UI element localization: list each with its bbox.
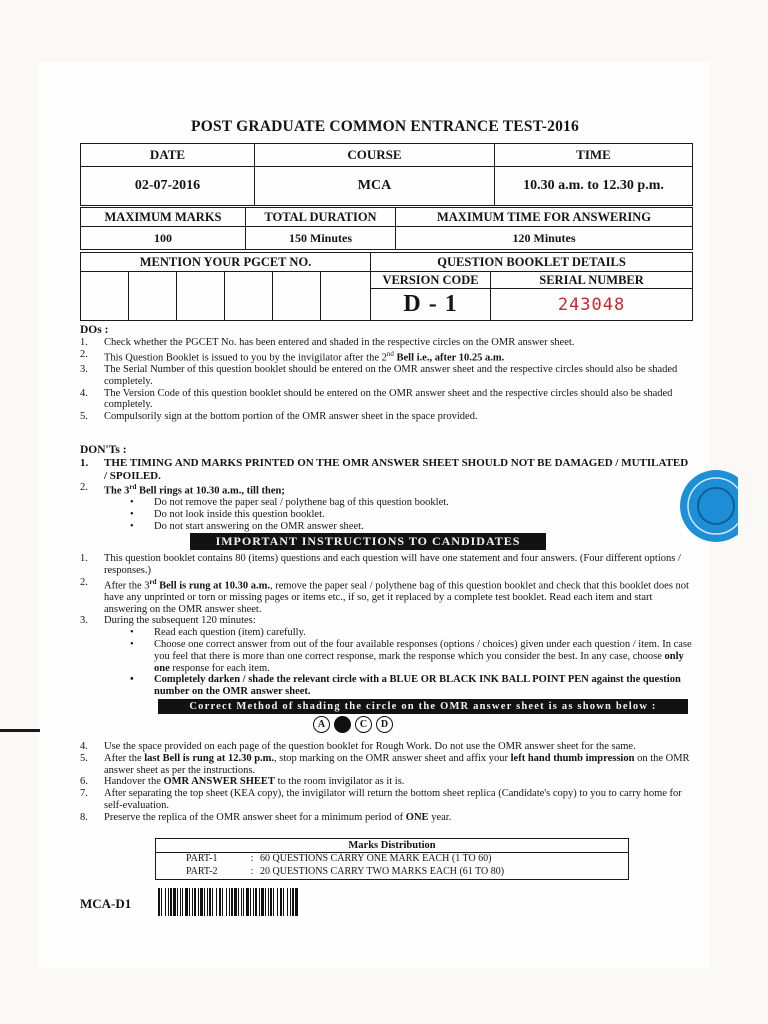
bullet-text: Read each question (item) carefully. bbox=[154, 627, 306, 639]
booklet-details-table bbox=[80, 252, 693, 321]
barcode-bar bbox=[198, 888, 199, 916]
bullet-text: Choose one correct answer from out of the four available responses (options / choices) given under each question / item. In case you feel that there is more than one correct response, mark the response which you consider the best. In any case, choose bbox=[154, 639, 692, 662]
barcode-bar bbox=[200, 888, 203, 916]
item-text: This Question Booklet is issued to you by the invigilator after the 2 bbox=[104, 352, 387, 364]
barcode-bar bbox=[253, 888, 254, 916]
item-bold-text: left hand thumb impression bbox=[510, 752, 635, 764]
time-value: 10.30 a.m. to 12.30 p.m. bbox=[495, 167, 693, 206]
omr-circle-filled bbox=[334, 716, 351, 733]
item-text: After the 3 bbox=[104, 580, 150, 592]
version-code-value: D - 1 bbox=[371, 289, 491, 321]
item-number: 1. bbox=[80, 553, 88, 564]
item-number: 8. bbox=[80, 811, 88, 823]
duration-value: 150 Minutes bbox=[246, 227, 396, 250]
list-item bbox=[80, 553, 692, 577]
pgcet-digit-box[interactable] bbox=[225, 272, 273, 321]
bullet-item: • Do not start answering on the OMR answer sheet. bbox=[130, 521, 692, 533]
item-text: The Version Code of this question booklet should be entered on the OMR answer sheet and the respective circles should also be shaded completely. bbox=[104, 387, 673, 411]
barcode-bar bbox=[265, 888, 266, 916]
item-text: year. bbox=[428, 811, 452, 823]
barcode bbox=[158, 888, 298, 916]
item-number: 1. bbox=[80, 337, 88, 348]
pgcet-digit-box[interactable] bbox=[81, 272, 129, 321]
list-item bbox=[80, 741, 692, 753]
list-item bbox=[80, 364, 692, 388]
item-text: The Serial Number of this question booklet should be entered on the OMR answer sheet and the respective circles should also be shaded completely. bbox=[104, 364, 678, 387]
bullet-text: Completely darken / shade the relevant circle with a BLUE OR BLACK INK BALL POINT PEN against the question number on the OMR answer sheet. bbox=[154, 674, 681, 698]
marks-row bbox=[156, 866, 628, 879]
item-number: 7. bbox=[80, 788, 88, 800]
item-number: 5. bbox=[80, 752, 88, 764]
date-label: DATE bbox=[81, 144, 255, 167]
list-item bbox=[80, 812, 692, 824]
dos-heading: DOs : bbox=[80, 324, 109, 336]
part-label: PART-1 bbox=[186, 853, 218, 864]
item-text: During the subsequent 120 minutes: bbox=[104, 615, 256, 627]
duration-label: TOTAL DURATION bbox=[246, 208, 396, 227]
barcode-bar bbox=[241, 888, 242, 916]
date-value: 02-07-2016 bbox=[81, 167, 255, 206]
list-item bbox=[80, 482, 692, 533]
marks-row bbox=[156, 853, 628, 866]
barcode-bar bbox=[207, 888, 208, 916]
bullet-bold-text: only one bbox=[154, 650, 684, 674]
instructions-list bbox=[80, 553, 692, 698]
barcode-bar bbox=[158, 888, 160, 916]
pgcet-digit-box[interactable] bbox=[273, 272, 321, 321]
version-code-label: VERSION CODE bbox=[371, 272, 491, 289]
item-text: The 3 bbox=[104, 485, 130, 497]
bullet-item: • Do not remove the paper seal / polythene bag of this question booklet. bbox=[130, 497, 692, 509]
pgcet-number-label: MENTION YOUR PGCET NO. bbox=[81, 253, 371, 272]
list-item bbox=[80, 753, 692, 777]
superscript: nd bbox=[386, 349, 394, 358]
barcode-bar bbox=[177, 888, 178, 916]
bullet-list bbox=[104, 627, 692, 698]
barcode-bar bbox=[234, 888, 237, 916]
time-label: TIME bbox=[495, 144, 693, 167]
item-text: Use the space provided on each page of the question booklet for Rough Work. Do not use the OMR answer sheet for the same. bbox=[104, 741, 636, 752]
separator: : bbox=[250, 865, 254, 877]
item-number: 3. bbox=[80, 615, 88, 627]
barcode-bar bbox=[216, 888, 217, 916]
seal-stamp bbox=[678, 466, 738, 546]
list-item bbox=[80, 457, 692, 482]
list-item bbox=[80, 388, 692, 412]
course-value: MCA bbox=[255, 167, 495, 206]
list-item bbox=[80, 349, 692, 364]
omr-circle-a: A bbox=[313, 716, 330, 733]
part-description: 20 QUESTIONS CARRY TWO MARKS EACH (61 TO 80) bbox=[260, 865, 505, 877]
item-number: 1. bbox=[80, 457, 89, 469]
item-number: 2. bbox=[80, 348, 88, 360]
barcode-bar bbox=[229, 888, 230, 916]
barcode-bar bbox=[238, 888, 239, 916]
item-number: 3. bbox=[80, 364, 88, 376]
list-item bbox=[80, 411, 692, 423]
barcode-bar bbox=[255, 888, 257, 916]
superscript: rd bbox=[129, 483, 137, 491]
pgcet-digit-box[interactable] bbox=[129, 272, 177, 321]
item-text: THE TIMING AND MARKS PRINTED ON THE OMR ANSWER SHEET SHOULD NOT BE DAMAGED / MUTILATED / SPOILED. bbox=[104, 457, 689, 482]
item-text: After separating the top sheet (KEA copy), the invigilator will return the bottom sheet replica (Candidate's copy) to you to carry home for self-evaluation. bbox=[104, 788, 682, 811]
donts-list bbox=[80, 457, 692, 533]
barcode-bar bbox=[295, 888, 298, 916]
page-title: POST GRADUATE COMMON ENTRANCE TEST-2016 bbox=[191, 118, 579, 135]
booklet-details-label: QUESTION BOOKLET DETAILS bbox=[371, 253, 693, 272]
barcode-bar bbox=[268, 888, 269, 916]
item-bold-text: ONE bbox=[405, 811, 429, 823]
exam-header-table bbox=[80, 143, 693, 206]
barcode-bar bbox=[259, 888, 260, 916]
course-label: COURSE bbox=[255, 144, 495, 167]
item-text: on the OMR answer sheet as per the instructions. bbox=[104, 752, 690, 776]
barcode-bar bbox=[192, 888, 193, 916]
item-text: After the bbox=[104, 752, 145, 764]
item-text: Preserve the replica of the OMR answer sheet for a minimum period of bbox=[104, 811, 406, 823]
bullet-item: • Do not look inside this question booklet. bbox=[130, 509, 692, 521]
item-bold-text: Bell i.e., after 10.25 a.m. bbox=[393, 352, 505, 364]
item-bold-text: last Bell is rung at 12.30 p.m. bbox=[144, 752, 275, 764]
dos-list bbox=[80, 337, 692, 423]
barcode-bar bbox=[189, 888, 190, 916]
barcode-bar bbox=[180, 888, 181, 916]
item-bold-text: Bell is rung at 10.30 a.m. bbox=[156, 580, 270, 592]
omr-method-banner: Correct Method of shading the circle on the OMR answer sheet is as shown below : bbox=[158, 699, 688, 714]
barcode-bar bbox=[161, 888, 162, 916]
superscript: rd bbox=[149, 577, 157, 586]
barcode-bar bbox=[219, 888, 221, 916]
barcode-bar bbox=[204, 888, 205, 916]
barcode-bar bbox=[243, 888, 244, 916]
barcode-bar bbox=[226, 888, 227, 916]
item-number: 2. bbox=[80, 482, 88, 493]
barcode-bar bbox=[246, 888, 249, 916]
item-text: , stop marking on the OMR answer sheet and affix your bbox=[274, 752, 511, 764]
item-text: This question booklet contains 80 (items) questions and each question will have one statement and four answers. (Four different options / responses.) bbox=[104, 553, 681, 576]
bullet-item bbox=[130, 627, 692, 639]
part-description: 60 QUESTIONS CARRY ONE MARK EACH (1 TO 60) bbox=[260, 853, 492, 864]
item-number: 2. bbox=[80, 576, 88, 588]
barcode-bar bbox=[173, 888, 176, 916]
barcode-bar bbox=[283, 888, 284, 916]
max-marks-label: MAXIMUM MARKS bbox=[81, 208, 246, 227]
barcode-bar bbox=[185, 888, 188, 916]
answering-time-label: MAXIMUM TIME FOR ANSWERING bbox=[396, 208, 693, 227]
marks-duration-table bbox=[80, 207, 693, 250]
barcode-bar bbox=[182, 888, 183, 916]
serial-number-value: 243048 bbox=[491, 289, 693, 321]
pgcet-digit-box[interactable] bbox=[321, 272, 371, 321]
list-item bbox=[80, 337, 692, 349]
barcode-bar bbox=[287, 888, 288, 916]
bullet-item bbox=[130, 639, 692, 674]
barcode-bar bbox=[168, 888, 169, 916]
barcode-bar bbox=[212, 888, 213, 916]
barcode-bar bbox=[273, 888, 274, 916]
barcode-bar bbox=[250, 888, 251, 916]
item-bold-text: OMR ANSWER SHEET bbox=[163, 776, 275, 788]
barcode-bar bbox=[170, 888, 172, 916]
pgcet-digit-box[interactable] bbox=[177, 272, 225, 321]
omr-circle-d: D bbox=[376, 716, 393, 733]
booklet-code: MCA-D1 bbox=[80, 896, 132, 911]
item-number: 5. bbox=[80, 411, 88, 423]
omr-circle-c: C bbox=[355, 716, 372, 733]
barcode-bar bbox=[231, 888, 233, 916]
item-number: 6. bbox=[80, 776, 88, 788]
barcode-bar bbox=[290, 888, 291, 916]
barcode-bar bbox=[165, 888, 166, 916]
barcode-bar bbox=[209, 888, 211, 916]
bullet-list bbox=[104, 497, 692, 532]
item-text: to the room invigilator as it is. bbox=[274, 776, 405, 788]
marks-distribution-box bbox=[155, 838, 629, 880]
edge-mark bbox=[0, 729, 40, 732]
barcode-bar bbox=[280, 888, 282, 916]
instructions-list-continued bbox=[80, 741, 692, 824]
answering-time-value: 120 Minutes bbox=[396, 227, 693, 250]
separator: : bbox=[250, 853, 254, 864]
marks-distribution-heading: Marks Distribution bbox=[156, 839, 628, 853]
part-label: PART-2 bbox=[186, 865, 218, 877]
barcode-bar bbox=[292, 888, 294, 916]
barcode-bar bbox=[277, 888, 278, 916]
bullet-text: response for each item. bbox=[169, 662, 270, 674]
item-number: 4. bbox=[80, 387, 88, 399]
list-item bbox=[80, 776, 692, 788]
barcode-bar bbox=[270, 888, 272, 916]
barcode-bar bbox=[261, 888, 264, 916]
list-item bbox=[80, 788, 692, 812]
list-item bbox=[80, 577, 692, 616]
item-text: Compulsorily sign at the bottom portion of the OMR answer sheet in the space provided. bbox=[104, 411, 478, 423]
barcode-bar bbox=[194, 888, 196, 916]
item-text: , remove the paper seal / polythene bag of this question booklet and check that this booklet does not have any unprinted or torn or missing pages or items etc., if so, get it replaced by a complete test booklet. Read each item and start answering on the OMR answer sheet. bbox=[104, 580, 689, 615]
item-number: 4. bbox=[80, 741, 88, 752]
barcode-bar bbox=[222, 888, 223, 916]
list-item bbox=[80, 615, 692, 698]
instructions-banner: IMPORTANT INSTRUCTIONS TO CANDIDATES bbox=[190, 533, 546, 550]
item-text: Handover the bbox=[104, 776, 164, 788]
donts-heading: DON'Ts : bbox=[80, 444, 127, 456]
serial-number-label: SERIAL NUMBER bbox=[491, 272, 693, 289]
item-text: Bell rings at 10.30 a.m., till then; bbox=[136, 485, 285, 497]
omr-shading-example bbox=[313, 716, 409, 734]
bullet-item bbox=[130, 674, 692, 698]
item-text: Check whether the PGCET No. has been entered and shaded in the respective circles on the OMR answer sheet. bbox=[104, 337, 575, 348]
max-marks-value: 100 bbox=[81, 227, 246, 250]
